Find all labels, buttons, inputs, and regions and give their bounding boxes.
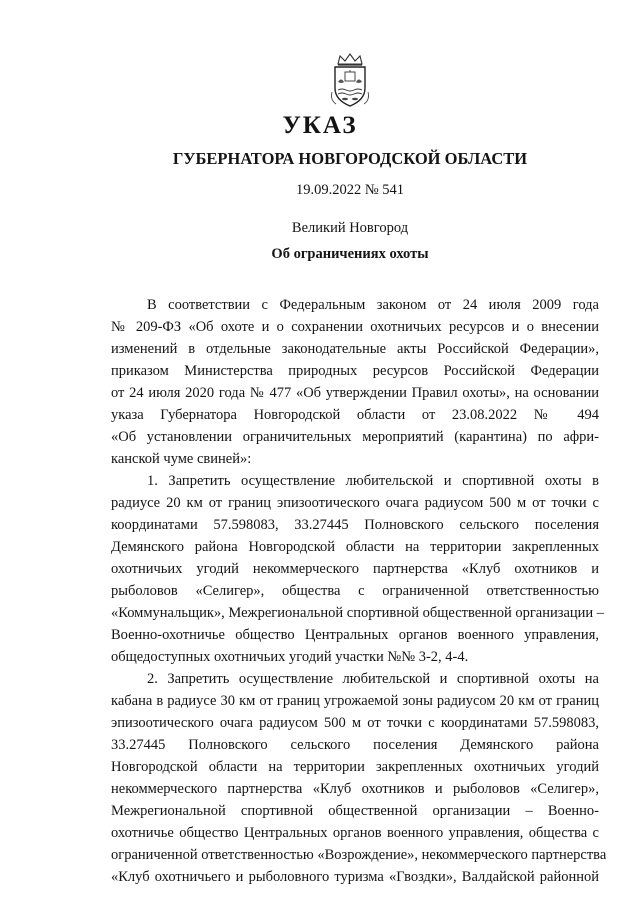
body-line: кабана в радиусе 30 км от границ угрожаемой зоны радиусом 20 км от границ <box>111 693 599 709</box>
issuer-subtitle: ГУБЕРНАТОРА НОВГОРОДСКОЙ ОБЛАСТИ <box>172 149 528 168</box>
body-line: Военно-охотничье общество Центральных органов военного управления, <box>111 627 599 643</box>
body-line: 1. Запретить осуществление любительской и спортивной охоты в <box>147 473 599 489</box>
body-line: 33.27445 Полновского сельского поселения Демянского района <box>111 737 599 753</box>
body-line: от 24 июля 2020 года № 477 «Об утверждении Правил охоты», на основании <box>111 385 599 401</box>
body-line: изменений в отдельные законодательные акты Российской Федерации», <box>111 341 599 357</box>
decree-subject: Об ограничениях охоты <box>271 246 429 262</box>
body-line: «Клуб охотничьего и рыболовного туризма «Гвоздки», Валдайской районной <box>111 869 599 885</box>
body-line: эпизоотического очага радиусом 500 м от точки с координатами 57.598083, <box>111 715 599 731</box>
body-line: «Об установлении ограничительных мероприятий (карантина) по афри- <box>111 429 599 445</box>
body-line: Новгородской области на территории закрепленных охотничьих угодий <box>111 759 599 775</box>
body-line: общедоступных охотничьих угодий участки №№ 3-2, 4-4. <box>111 649 469 665</box>
decree-title: УКАЗ <box>282 112 358 139</box>
body-line: Демянского района Новгородской области на территории закрепленных <box>111 539 599 555</box>
body-line: приказом Министерства природных ресурсов Российской Федерации <box>111 363 599 379</box>
body-line: некоммерческого партнерства «Клуб охотников и рыболовов «Селигер», <box>111 781 599 797</box>
place-of-issue: Великий Новгород <box>291 220 409 236</box>
body-line: № 209-ФЗ «Об охоте и о сохранении охотничьих ресурсов и о внесении <box>111 319 599 335</box>
body-line: ограниченной ответственностью «Возрождение», некоммерческого партнерства <box>111 847 607 863</box>
body-line: охотничьих угодий некоммерческого партнерства «Клуб охотников и <box>111 561 599 577</box>
body-line: 2. Запретить осуществление любительской и спортивной охоты на <box>147 671 599 687</box>
body-line: радиусе 20 км от границ эпизоотического очага радиусом 500 м от точки с <box>111 495 599 511</box>
body-line: «Коммунальщик», Межрегиональной спортивной общественной организации – <box>111 605 605 621</box>
body-line: В соответствии с Федеральным законом от 24 июля 2009 года <box>147 297 599 313</box>
date-number-line: 19.09.2022 № 541 <box>295 182 405 198</box>
body-line: координатами 57.598083, 33.27445 Полновского сельского поселения <box>111 517 599 533</box>
coat-of-arms-icon <box>326 52 374 110</box>
body-line: охотничье общество Центральных органов военного управления, общества с <box>111 825 599 841</box>
body-line: указа Губернатора Новгородской области от 23.08.2022 № 494 <box>111 407 599 423</box>
body-line: канской чуме свиней»: <box>111 451 252 467</box>
body-line: рыболовов «Селигер», общества с ограниченной ответственностью <box>111 583 599 599</box>
body-line: Межрегиональной спортивной общественной организации – Военно- <box>111 803 599 819</box>
